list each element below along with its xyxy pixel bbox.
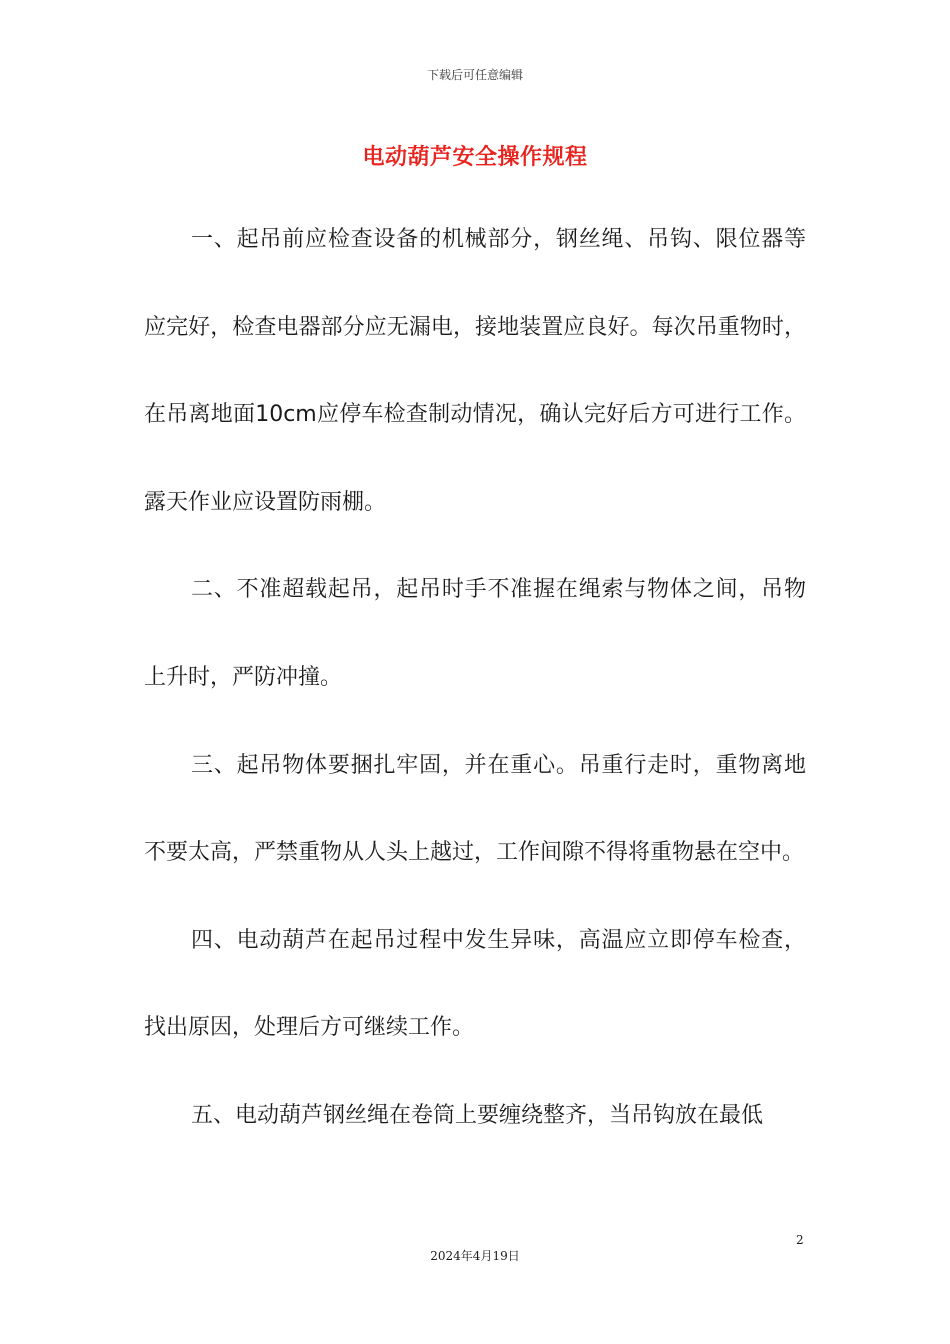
page-date: 2024年4月19日 [430, 1249, 520, 1263]
paragraph-1: 一、起吊前应检查设备的机械部分，钢丝绳、吊钩、限位器等应完好，检查电器部分应无漏电，接地装置应良好。每次吊重物时，在吊离地面10cm应停车检查制动情况，确认完好后方可进行工作。露天作业应设置防雨棚。 [144, 227, 806, 515]
document-body [144, 196, 806, 1160]
paragraph-2: 二、不准超载起吊，起吊时手不准握在绳索与物体之间，吊物上升时，严防冲撞。 [144, 577, 806, 690]
paragraph-3: 三、起吊物体要捆扎牢固，并在重心。吊重行走时，重物离地不要太高，严禁重物从人头上越过，工作间隙不得将重物悬在空中。 [144, 752, 806, 866]
paragraph-5: 五、电动葫芦钢丝绳在卷筒上要缠绕整齐，当吊钩放在最低 [191, 1102, 764, 1128]
page-header: 下载后可任意编辑 [426, 68, 523, 82]
document-title: 电动葫芦安全操作规程 [362, 145, 588, 170]
paragraph-4: 四、电动葫芦在起吊过程中发生异味，高温应立即停车检查，找出原因，处理后方可继续工作。 [144, 927, 806, 1041]
page-number: 2 [796, 1233, 804, 1247]
